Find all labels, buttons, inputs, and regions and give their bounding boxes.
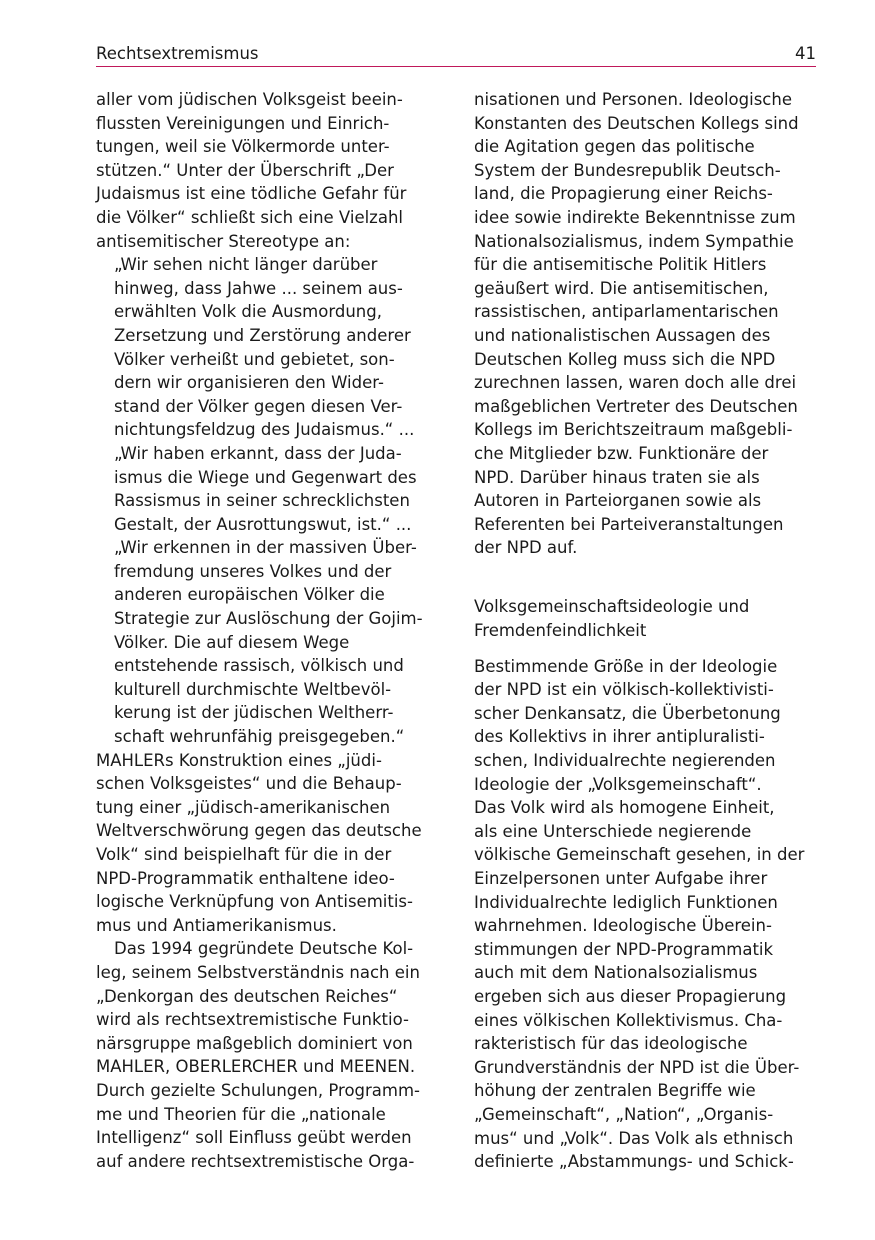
page-number: 41 [795,44,816,63]
header-rule [96,66,816,67]
quote-line: Zersetzung und Zerstörung anderer [114,325,411,345]
text-line: nisationen und Personen. Ideologische [474,90,792,109]
text-line: Individualrechte lediglich Funktionen [474,892,778,912]
quote-line: „Wir haben erkannt, dass der Juda- [114,443,402,463]
text-line: MAHLER, OBERLERCHER und MEENEN. [96,1057,416,1077]
paragraph-volksgemeinschaft [474,655,819,1174]
text-line: und nationalistischen Aussagen des [474,325,771,345]
quote-line: ismus die Wiege und Gegenwart des [114,467,417,487]
text-line: Autoren in Parteiorganen sowie als [474,491,762,511]
quote-line: Völker. Die auf diesem Wege [114,632,350,652]
text-line: der NPD ist ein völkisch-kollektivisti- [474,680,774,700]
quote-line: stand der Völker gegen diesen Ver- [114,396,403,416]
text-line: scher Denkansatz, die Überbetonung [474,703,781,723]
quote-line: nichtungsfeldzug des Judaismus.“ ... [114,420,415,440]
text-line: Deutschen Kolleg muss sich die NPD [474,349,776,369]
paragraph-intro [96,88,441,253]
text-line: mus und Antiamerikanismus. [96,915,337,935]
quote-line: kulturell durchmischte Weltbevöl- [114,679,392,699]
text-line: Intelligenz“ soll Einfluss geübt werden [96,1128,412,1148]
text-line: definierte „Abstammungs- und Schick- [474,1152,794,1172]
spacer [474,643,819,655]
text-line: „Denkorgan des deutschen Reiches“ [96,986,398,1006]
quote-line: hinweg, dass Jahwe ... seinem aus- [114,278,403,298]
text-line: logische Verknüpfung von Antisemitis- [96,892,413,912]
text-line: auch mit dem Nationalsozialismus [474,963,758,983]
text-line: Ideologie der „Volksgemeinschaft“. [474,774,762,794]
heading-line: Volksgemeinschaftsideologie und [474,597,750,617]
text-line: me und Theorien für die „nationale [96,1104,386,1124]
paragraph-after-quote [96,749,441,938]
text-line: Das 1994 gegründete Deutsche Kol- [114,939,414,959]
quote-line: entstehende rassisch, völkisch und [114,656,404,676]
text-line: die Agitation gegen das politische [474,137,755,157]
quote-line: Strategie zur Auslöschung der Gojim- [114,609,423,629]
text-line: „Gemeinschaft“, „Nation“, „Organis- [474,1104,774,1124]
block-quote [96,253,441,748]
text-line: idee sowie indirekte Bekenntnisse zum [474,207,796,227]
text-line: für die antisemitische Politik Hitlers [474,255,767,275]
spacer [474,583,819,595]
text-line: tung einer „jüdisch-amerikanischen [96,797,391,817]
text-line: Kollegs im Berichtszeitraum maßgebli- [474,420,793,440]
text-line: Das Volk wird als homogene Einheit, [474,798,775,818]
text-line: leg, seinem Selbstverständnis nach ein [96,962,420,982]
text-line: Bestimmende Größe in der Ideologie [474,656,778,676]
quote-line: anderen europäischen Völker die [114,585,385,605]
text-line: völkische Gemeinschaft gesehen, in der [474,845,805,865]
quote-line: „Wir sehen nicht länger darüber [114,255,378,275]
text-line: der NPD auf. [474,538,578,558]
text-line: Nationalsozialismus, indem Sympathie [474,231,794,251]
quote-line: Gestalt, der Ausrottungswut, ist.“ ... [114,514,412,534]
paragraph-deutsches-kolleg [96,937,441,1173]
text-line: rassistischen, antiparlamentarischen [474,302,779,322]
quote-line: dern wir organisieren den Wider- [114,373,384,393]
text-line: NPD. Darüber hinaus traten sie als [474,467,760,487]
page-header [96,42,816,66]
spacer [474,560,819,584]
text-line: tungen, weil sie Völkermorde unter- [96,137,390,157]
quote-line: „Wir erkennen in der massiven Über- [114,538,417,558]
text-line: Volk“ sind beispielhaft für die in der [96,845,392,864]
text-line: flussten Vereinigungen und Einrich- [96,113,390,133]
text-line: die Völker“ schließt sich eine Vielzahl [96,207,403,227]
right-column [474,88,819,1174]
text-line: wahrnehmen. Ideologische Überein- [474,916,772,936]
text-line: Grundverständnis der NPD ist die Über- [474,1057,800,1077]
text-line: Konstanten des Deutschen Kollegs sind [474,113,799,133]
text-line: antisemitischer Stereotype an: [96,231,351,251]
text-line: Weltverschwörung gegen das deutsche [96,821,422,841]
text-line: geäußert wird. Die antisemitischen, [474,278,769,298]
quote-line: Völker verheißt und gebietet, son- [114,349,395,369]
left-column [96,88,441,1173]
section-heading [474,595,819,642]
text-line: NPD-Programmatik enthaltene ideo- [96,868,395,888]
text-line: Judaismus ist eine tödliche Gefahr für [96,184,407,204]
running-head: Rechtsextremismus [96,44,259,63]
text-line: Referenten bei Parteiveranstaltungen [474,514,784,534]
text-line: närsgruppe maßgeblich dominiert von [96,1033,413,1053]
quote-line: fremdung unseres Volkes und der [114,561,392,581]
text-line: Durch gezielte Schulungen, Programm- [96,1080,421,1100]
text-line: zurechnen lassen, waren doch alle drei [474,373,797,393]
text-line: che Mitglieder bzw. Funktionäre der [474,443,769,463]
text-line: ergeben sich aus dieser Propagierung [474,986,787,1006]
quote-line: erwählten Volk die Ausmordung, [114,302,382,322]
text-line: stützen.“ Unter der Überschrift „Der [96,160,394,180]
text-line: Einzelpersonen unter Aufgabe ihrer [474,869,768,888]
text-line: maßgeblichen Vertreter des Deutschen [474,396,798,416]
text-line: schen, Individualrechte negierenden [474,751,776,771]
text-line: wird als rechtsextremistische Funktio- [96,1010,409,1030]
text-line: aller vom jüdischen Volksgeist beein- [96,90,403,109]
text-line: rakteristisch für das ideologische [474,1034,748,1054]
text-line: mus“ und „Volk“. Das Volk als ethnisch [474,1128,794,1148]
quote-line: kerung ist der jüdischen Weltherr- [114,703,394,723]
paragraph-continued [474,88,819,560]
quote-line: Rassismus in seiner schrecklichsten [114,491,410,511]
text-line: auf andere rechtsextremistische Orga- [96,1151,415,1171]
heading-line: Fremdenfeindlichkeit [474,621,647,641]
quote-line: schaft wehrunfähig preisgegeben.“ [114,727,405,747]
text-line: land, die Propagierung einer Reichs- [474,184,773,204]
text-line: als eine Unterschiede negierende [474,821,752,841]
text-line: MAHLERs Konstruktion eines „jüdi- [96,750,382,770]
text-line: System der Bundesrepublik Deutsch- [474,160,781,180]
text-line: eines völkischen Kollektivismus. Cha- [474,1010,783,1030]
text-line: stimmungen der NPD-Programmatik [474,939,774,959]
text-line: schen Volksgeistes“ und die Behaup- [96,774,402,794]
text-line: höhung der zentralen Begriffe wie [474,1081,756,1101]
text-line: des Kollektivs in ihrer antipluralisti- [474,727,765,747]
